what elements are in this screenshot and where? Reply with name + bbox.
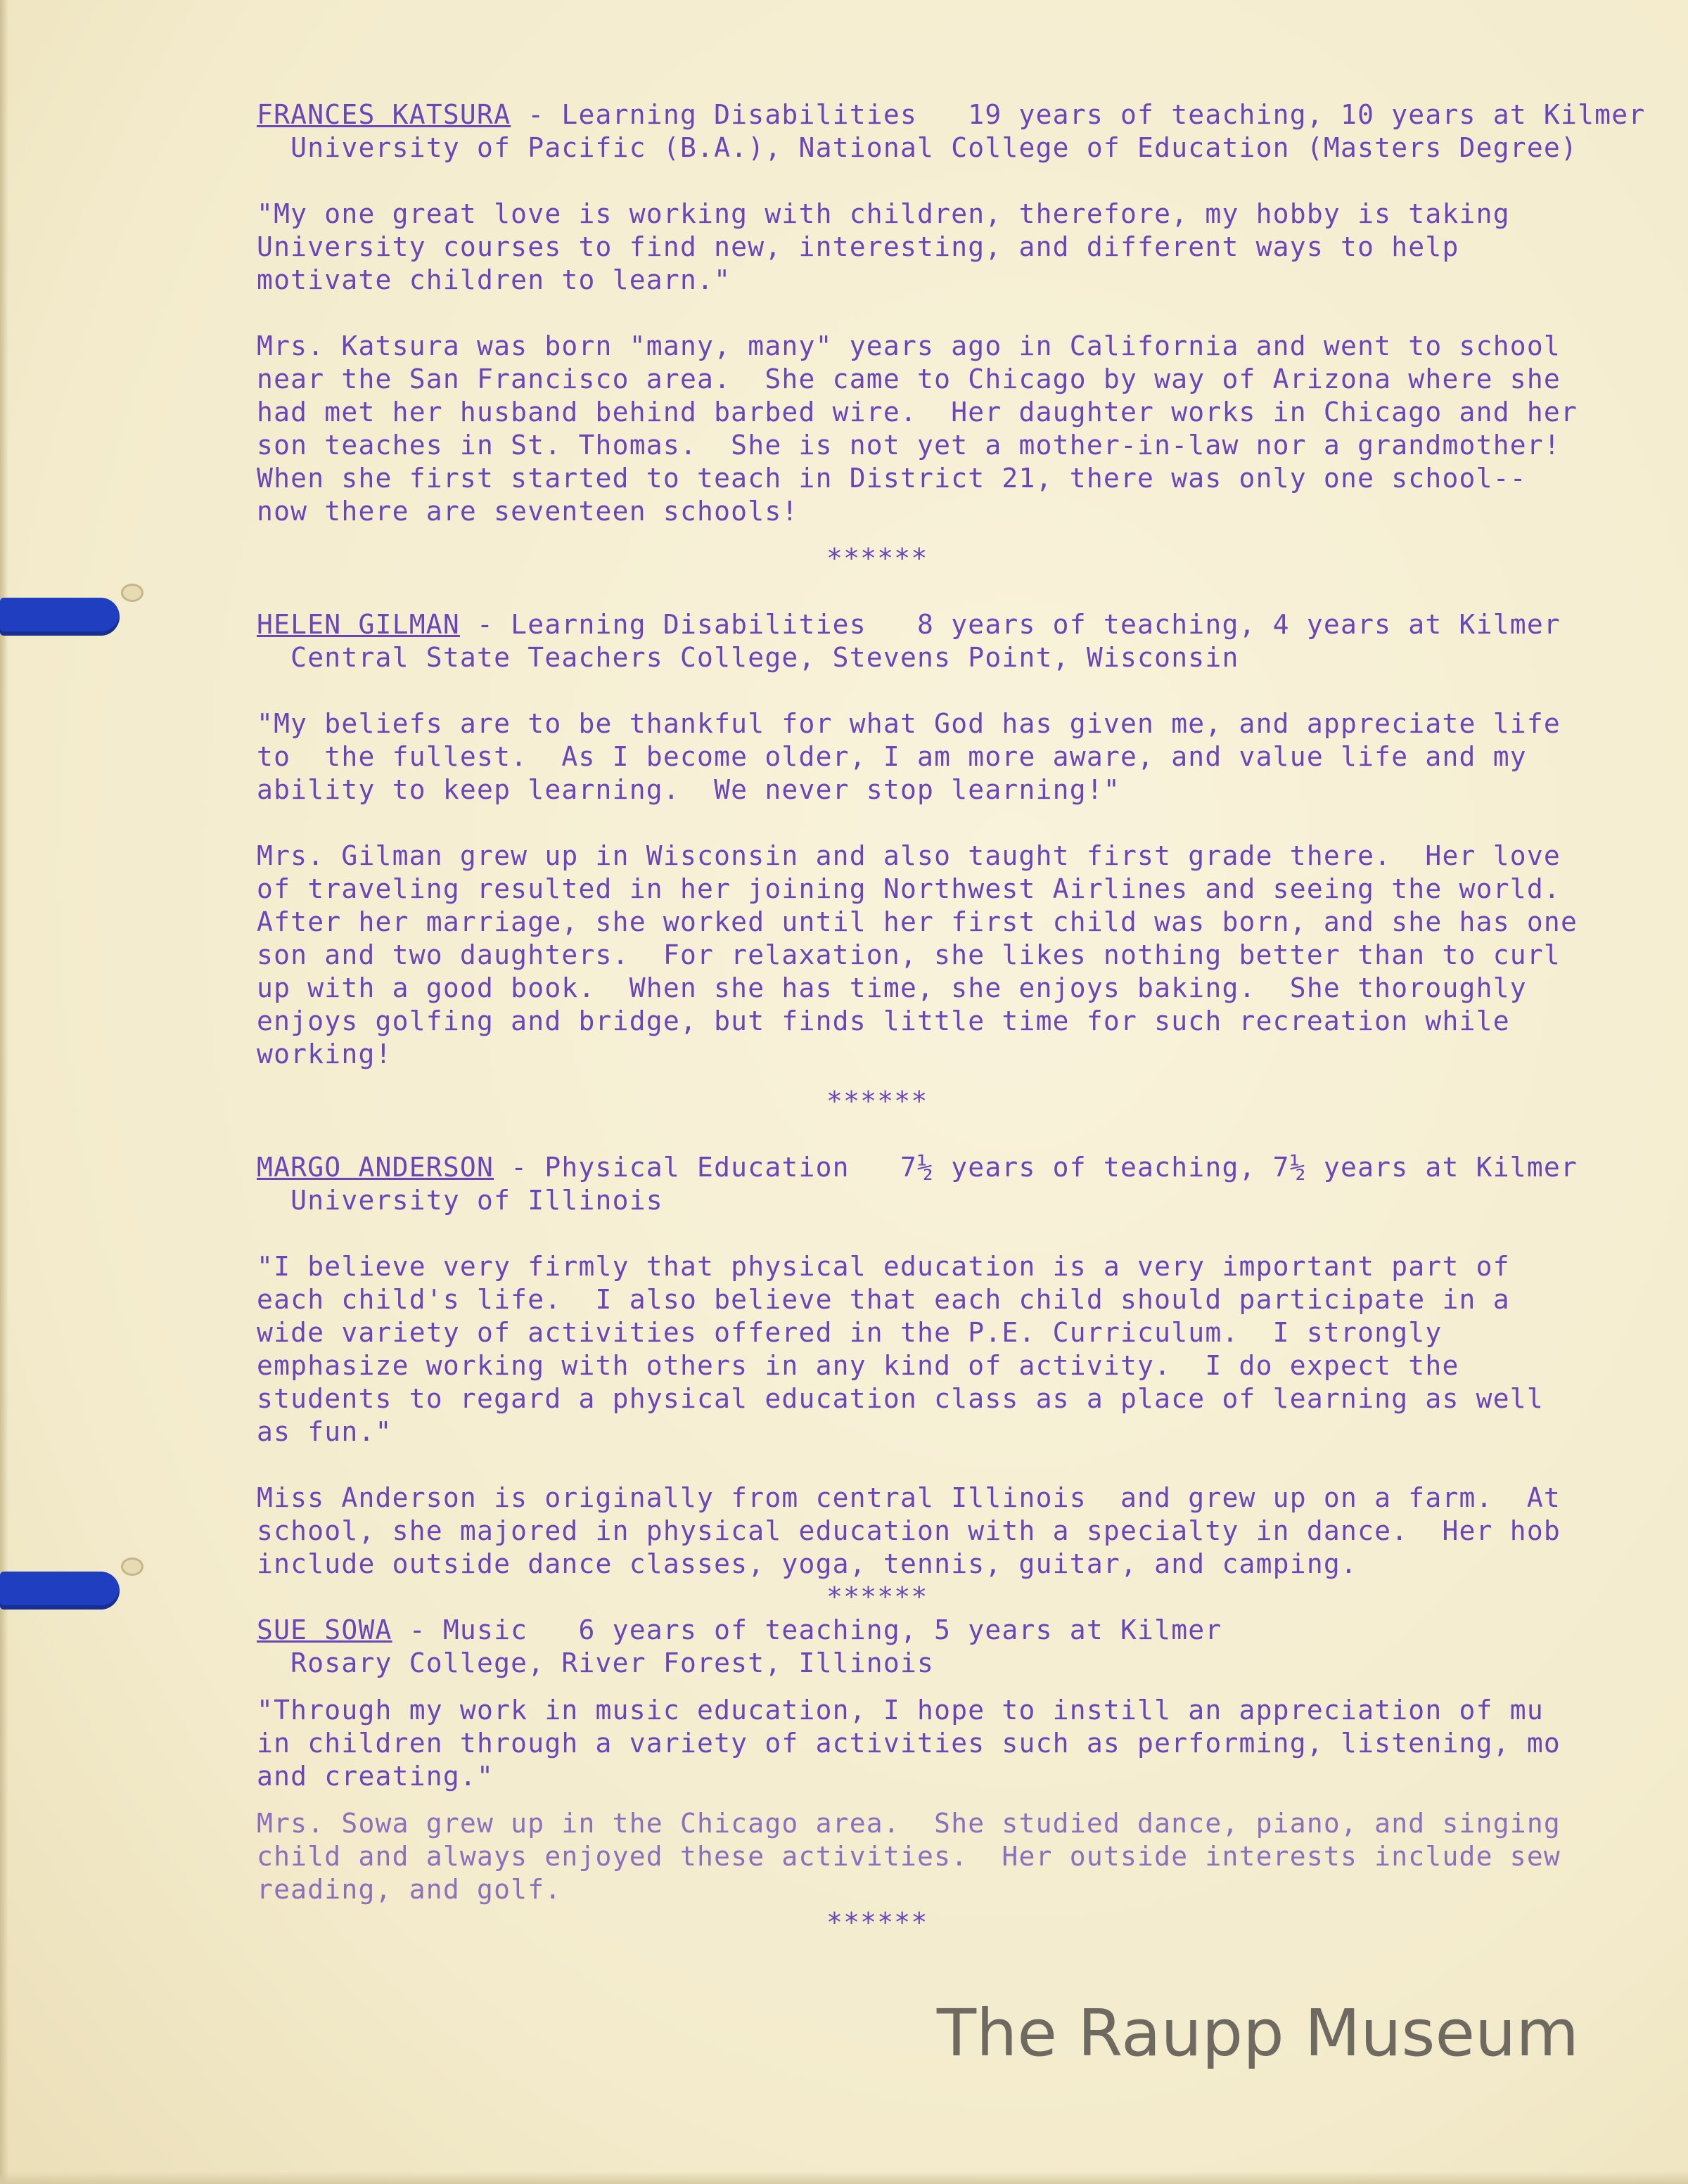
quote-line: as fun." [257, 1416, 392, 1447]
bio-line: Miss Anderson is originally from central Illinois and grew up on a farm. At [257, 1482, 1561, 1513]
staff-role-years: - Physical Education 7½ years of teaching, 7½ years at Kilmer [494, 1152, 1578, 1183]
museum-watermark: The Raupp Museum [936, 1996, 1579, 2071]
bio-line: working! [257, 1039, 392, 1069]
staff-entry-katsura [257, 98, 1646, 528]
bio-line: Mrs. Katsura was born "many, many" years ago in California and went to school [257, 330, 1561, 361]
staff-education: University of Pacific (B.A.), National College of Education (Masters Degree) [257, 132, 1578, 163]
staff-role-years: - Learning Disabilities 8 years of teaching, 4 years at Kilmer [459, 609, 1561, 640]
bio-line: When she first started to teach in District 21, there was only one school-- [257, 463, 1527, 494]
bio-line: reading, and golf. [257, 1874, 562, 1905]
binder-hole-top [121, 584, 143, 602]
bio-line: child and always enjoyed these activities. Her outside interests include sew [257, 1841, 1561, 1872]
staff-header [257, 98, 1646, 131]
quote-line: students to regard a physical education class as a place of learning as well [257, 1383, 1544, 1414]
bio-line: had met her husband behind barbed wire. Her daughter works in Chicago and her [257, 397, 1578, 428]
staff-role-years: - Music 6 years of teaching, 5 years at Kilmer [392, 1614, 1222, 1645]
staff-education: University of Illinois [257, 1185, 663, 1216]
quote-line: "My beliefs are to be thankful for what God has given me, and appreciate life [257, 708, 1561, 739]
quote-line: "My one great love is working with children, therefore, my hobby is taking [257, 198, 1510, 229]
bio-line: son teaches in St. Thomas. She is not yet a mother-in-law nor a grandmother! [257, 430, 1561, 461]
typed-text [257, 98, 1646, 1939]
bio-line: include outside dance classes, yoga, tennis, guitar, and camping. [257, 1548, 1358, 1579]
quote-line: wide variety of activities offered in the P.E. Curriculum. I strongly [257, 1317, 1443, 1348]
staff-name: MARGO ANDERSON [257, 1152, 494, 1183]
bio-line: near the San Francisco area. She came to Chicago by way of Arizona where she [257, 364, 1561, 394]
bio-line: Mrs. Gilman grew up in Wisconsin and also taught first grade there. Her love [257, 840, 1561, 871]
separator: ****** [826, 1086, 928, 1117]
binding-yarn-bottom [0, 1572, 120, 1610]
binding-yarn-top [0, 598, 120, 636]
quote-line: ability to keep learning. We never stop learning!" [257, 774, 1120, 805]
bio-line: After her marriage, she worked until her first child was born, and she has one [257, 906, 1578, 937]
bio-line: up with a good book. When she has time, she enjoys baking. She thoroughly [257, 972, 1527, 1003]
quote-line: in children through a variety of activities such as performing, listening, mo [257, 1728, 1561, 1759]
staff-role-years: - Learning Disabilities 19 years of teaching, 10 years at Kilmer [511, 99, 1646, 130]
staff-education: Central State Teachers College, Stevens Point, Wisconsin [257, 642, 1239, 673]
binder-hole-bottom [121, 1557, 143, 1576]
staff-education: Rosary College, River Forest, Illinois [257, 1647, 935, 1678]
quote-line: "Through my work in music education, I hope to instill an appreciation of mu [257, 1695, 1544, 1726]
bio-line: Mrs. Sowa grew up in the Chicago area. She studied dance, piano, and singing [257, 1808, 1561, 1839]
quote-line: and creating." [257, 1761, 494, 1792]
separator: ****** [826, 1581, 928, 1612]
bio-line: school, she majored in physical education with a specialty in dance. Her hob [257, 1515, 1561, 1546]
quote-line: to the fullest. As I become older, I am more aware, and value life and my [257, 741, 1527, 772]
separator: ****** [826, 1907, 928, 1938]
bio-line: now there are seventeen schools! [257, 496, 799, 527]
staff-header [257, 1151, 1635, 1184]
staff-header [257, 1614, 1635, 1647]
bio-line: enjoys golfing and bridge, but finds little time for such recreation while [257, 1006, 1510, 1036]
staff-name: FRANCES KATSURA [257, 99, 511, 130]
quote-line: motivate children to learn." [257, 264, 731, 295]
separator: ****** [826, 543, 928, 574]
quote-line: "I believe very firmly that physical education is a very important part of [257, 1251, 1510, 1282]
quote-line: University courses to find new, interesting, and different ways to help [257, 231, 1459, 262]
staff-name: SUE SOWA [257, 1614, 392, 1645]
bio-line: son and two daughters. For relaxation, she likes nothing better than to curl [257, 939, 1561, 970]
staff-entry-sowa [257, 1614, 1635, 1906]
bio-line: of traveling resulted in her joining Northwest Airlines and seeing the world. [257, 873, 1561, 904]
staff-entry-gilman [257, 608, 1635, 1071]
staff-header [257, 608, 1635, 641]
quote-line: each child's life. I also believe that each child should participate in a [257, 1284, 1510, 1315]
staff-name: HELEN GILMAN [257, 609, 460, 640]
staff-entry-anderson [257, 1151, 1635, 1581]
quote-line: emphasize working with others in any kind of activity. I do expect the [257, 1350, 1459, 1381]
